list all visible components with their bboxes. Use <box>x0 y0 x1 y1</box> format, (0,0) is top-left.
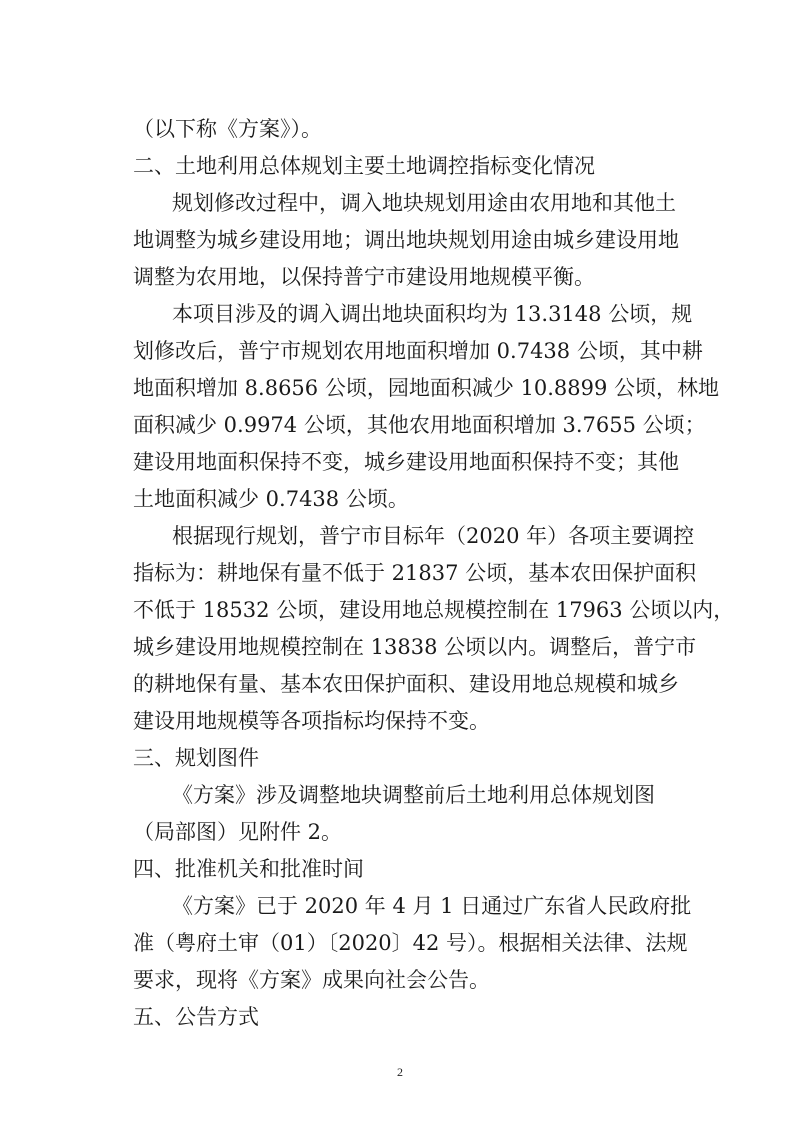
page-number: 2 <box>397 1065 403 1079</box>
paragraph-line: 指标为：耕地保有量不低于 21837 公顷，基本农田保护面积 <box>133 561 697 585</box>
paragraph-line: 要求，现将《方案》成果向社会公告。 <box>133 968 490 992</box>
paragraph-line: 本项目涉及的调入调出地块面积均为 13.3148 公顷，规 <box>172 302 693 326</box>
paragraph-line: 地面积增加 8.8656 公顷，园地面积减少 10.8899 公顷，林地 <box>133 376 720 400</box>
paragraph-line: 建设用地面积保持不变，城乡建设用地面积保持不变；其他 <box>133 450 679 474</box>
paragraph-line: 的耕地保有量、基本农田保护面积、建设用地总规模和城乡 <box>133 672 679 696</box>
section-heading-3: 三、规划图件 <box>133 746 259 770</box>
paragraph-line: 规划修改过程中，调入地块规划用途由农用地和其他土 <box>172 191 676 215</box>
paragraph-line: 面积减少 0.9974 公顷，其他农用地面积增加 3.7655 公顷； <box>133 413 706 437</box>
paragraph-line: 不低于 18532 公顷，建设用地总规模控制在 17963 公顷以内， <box>133 598 735 622</box>
paragraph-line: 地调整为城乡建设用地；调出地块规划用途由城乡建设用地 <box>133 228 679 252</box>
text-line-continuation: （以下称《方案》）。 <box>133 117 322 141</box>
paragraph-line: 城乡建设用地规模控制在 13838 公顷以内。调整后，普宁市 <box>133 635 697 659</box>
section-heading-5: 五、公告方式 <box>133 1005 259 1029</box>
paragraph-line: 根据现行规划，普宁市目标年（2020 年）各项主要调控 <box>172 524 695 548</box>
paragraph-line: 划修改后，普宁市规划农用地面积增加 0.7438 公顷，其中耕 <box>133 339 703 363</box>
paragraph-line: 调整为农用地，以保持普宁市建设用地规模平衡。 <box>133 265 595 289</box>
paragraph-line: 建设用地规模等各项指标均保持不变。 <box>133 709 490 733</box>
section-heading-4: 四、批准机关和批准时间 <box>133 857 364 881</box>
paragraph-line: 《方案》涉及调整地块调整前后土地利用总体规划图 <box>172 783 655 807</box>
section-heading-2: 二、土地利用总体规划主要土地调控指标变化情况 <box>133 154 595 178</box>
paragraph-line: 准（粤府土审（01）〔2020〕42 号）。根据相关法律、法规 <box>133 931 688 955</box>
paragraph-line: 《方案》已于 2020 年 4 月 1 日通过广东省人民政府批 <box>172 894 692 918</box>
paragraph-line: （局部图）见附件 2。 <box>133 820 343 844</box>
paragraph-line: 土地面积减少 0.7438 公顷。 <box>133 487 409 511</box>
